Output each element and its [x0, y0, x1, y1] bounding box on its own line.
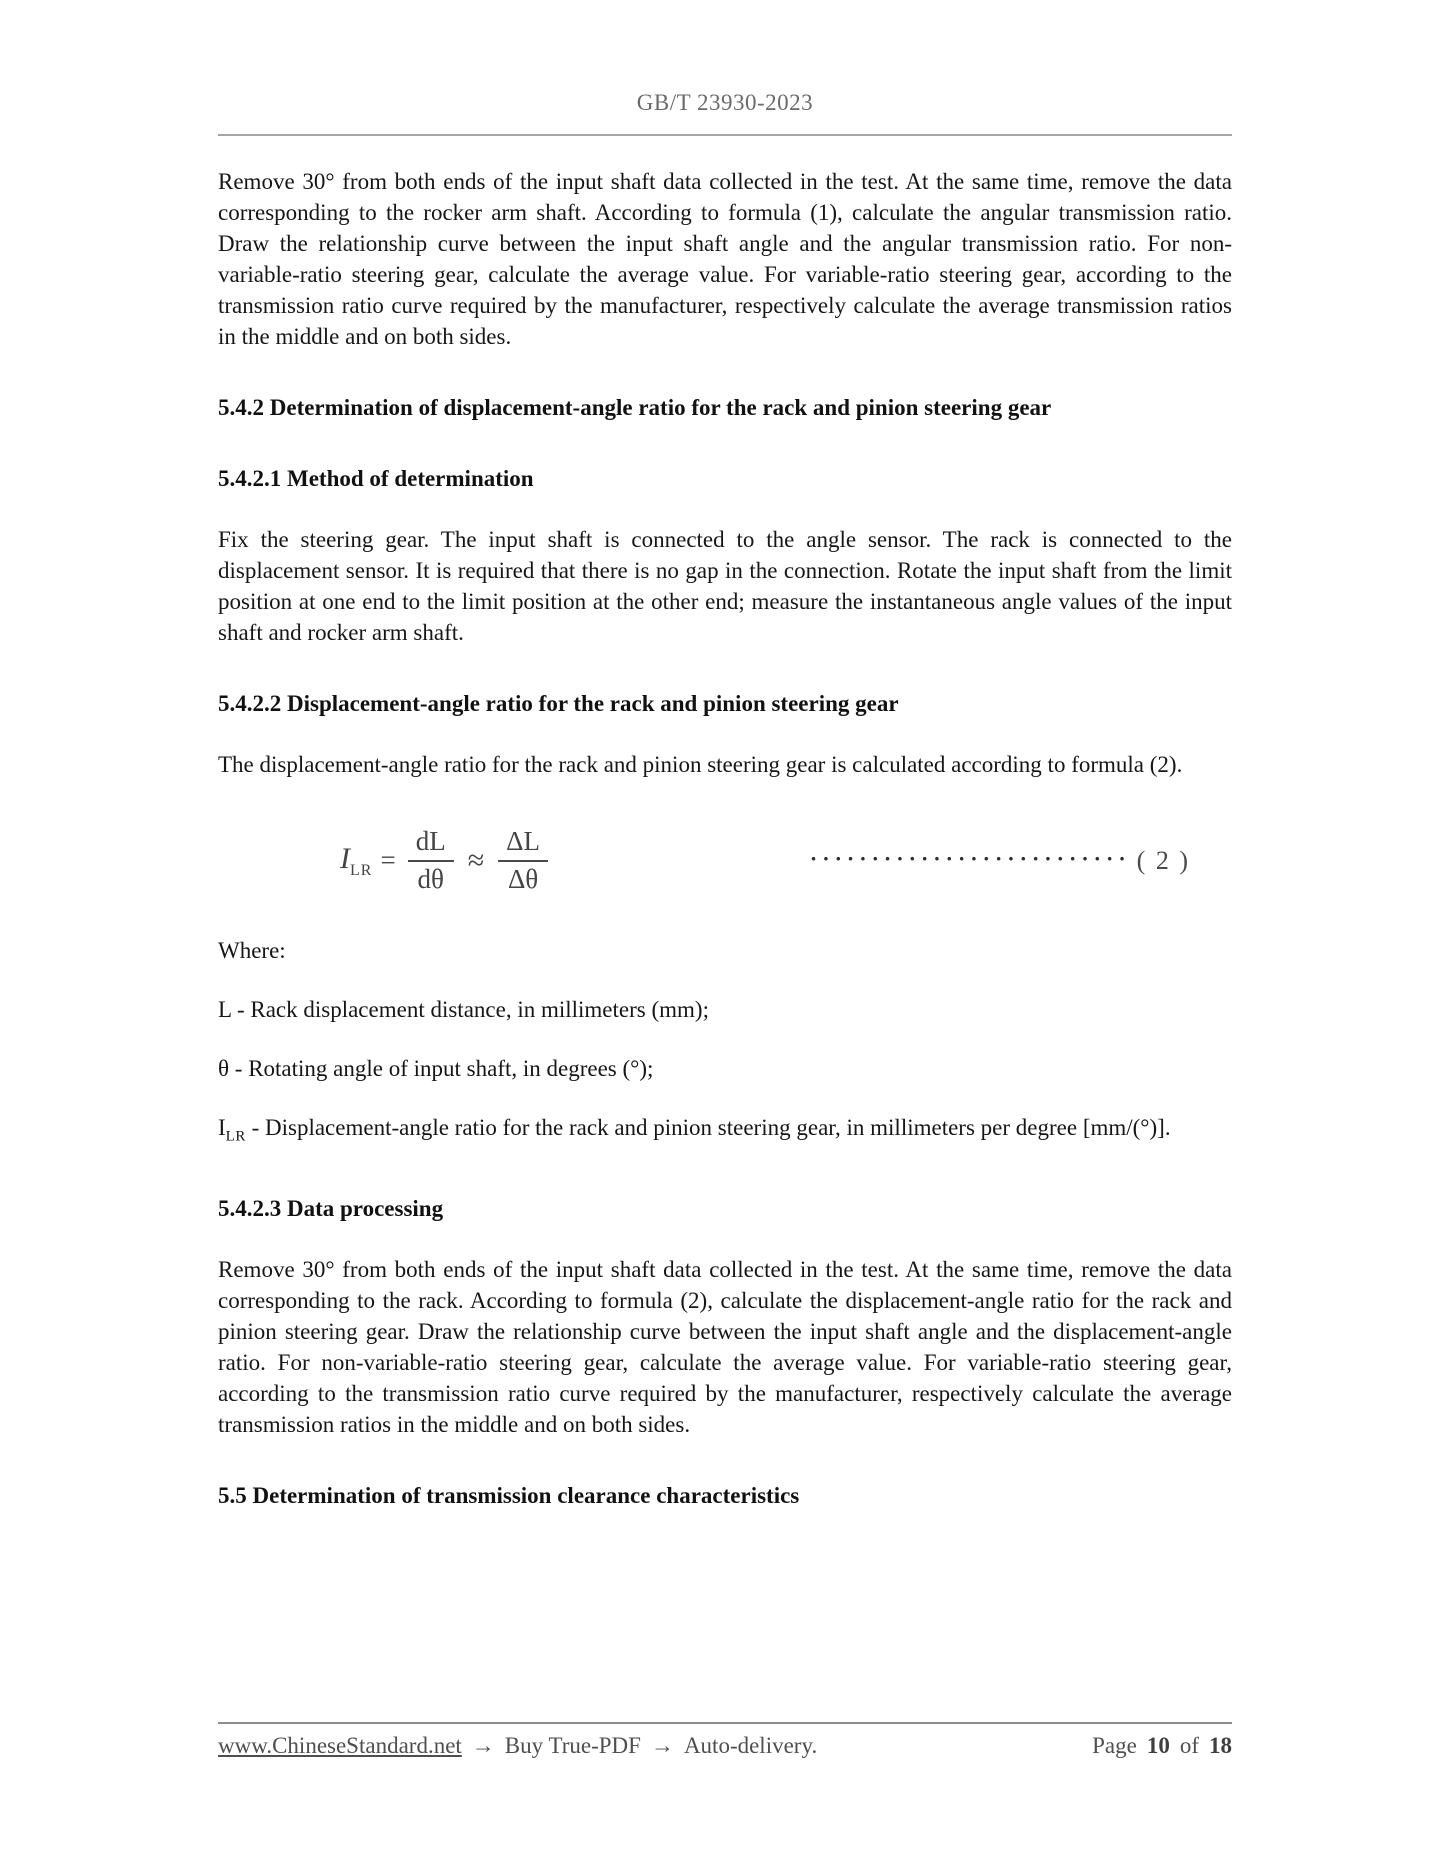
arrow-icon: → — [650, 1733, 674, 1758]
heading-5-4-2-3: 5.4.2.3 Data processing — [218, 1195, 444, 1221]
formula-expression — [340, 826, 548, 895]
page-footer — [218, 1722, 1232, 1759]
of-word: of — [1179, 1733, 1199, 1758]
paragraph-ratio-calculated: The displacement-angle ratio for the rack and pinion steering gear is calculated according to formula (2). — [218, 752, 1183, 777]
fraction-deltaL-deltatheta: $\frac{\Delta L}{\Delta\theta}$ — [498, 826, 548, 895]
equals-sign: = — [380, 845, 396, 876]
leader-dots: ·························· — [809, 845, 1131, 871]
page-total: 18 — [1209, 1733, 1232, 1758]
definition-ILR: $I_{LR}$ - Displacement-angle ratio for the rack and pinion steering gear, in millimeters per degree [mm/(°)]. — [218, 1115, 1171, 1145]
formula-leader — [810, 846, 1190, 876]
arrow-icon: → — [471, 1733, 495, 1758]
heading-5-4-2-2: 5.4.2.2 Displacement-angle ratio for the rack and pinion steering gear — [218, 691, 899, 716]
paragraph-displacement-data-processing: Remove 30° from both ends of the input shaft data collected in the test. At the same time, remove the data corresponding to the rack. According to formula (2), calculate the displacement-angle ratio for the rack and pinion steering gear. Draw the relationship curve between the input shaft angle and the displacement-angle ratio. For non-variable-ratio steering gear, calculate the average value. For variable-ratio steering gear, according to the transmission ratio curve required by the manufacturer, respectively calculate the average transmission ratios in the middle and on both sides. — [218, 1256, 1232, 1437]
footer-line — [218, 1733, 1232, 1759]
footer-page-indicator — [1092, 1733, 1232, 1759]
heading-5-4-2-1: 5.4.2.1 Method of determination — [218, 466, 534, 491]
heading-5-5: 5.5 Determination of transmission clearance characteristics — [218, 1482, 800, 1508]
definition-L: L - Rack displacement distance, in millimeters (mm); — [218, 997, 709, 1023]
header-rule — [218, 134, 1232, 136]
paragraph-method-of-determination: Fix the steering gear. The input shaft is connected to the angle sensor. The rack is connected to the displacement sensor. It is required that there is no gap in the connection. Rotate the input shaft from the limit position at one end to the limit position at the other end; measure the instantaneous angle values of the input shaft and rocker arm shaft. — [218, 527, 1232, 645]
where-label: Where: — [218, 938, 286, 964]
definition-theta: θ - Rotating angle of input shaft, in degrees (°); — [218, 1056, 654, 1082]
page-current: 10 — [1146, 1733, 1170, 1758]
formula-number: ( 2 ) — [1136, 845, 1190, 875]
paragraph-angular-data-processing: Remove 30° from both ends of the input shaft data collected in the test. At the same time, remove the data corresponding to the rocker arm shaft. According to formula (1), calculate the angular transmission ratio. Draw the relationship curve between the input shaft angle and the angular transmission ratio. For non-variable-ratio steering gear, calculate the average value. For variable-ratio steering gear, according to the transmission ratio curve required by the manufacturer, respectively calculate the average transmission ratios in the middle and on both sides. — [218, 169, 1232, 349]
fraction-dL-dtheta: $\frac{dL}{d\theta}$ — [408, 826, 454, 895]
footer-left — [218, 1733, 817, 1759]
page-word: Page — [1092, 1733, 1137, 1758]
footer-delivery-label: Auto-delivery. — [683, 1733, 818, 1758]
footer-rule — [218, 1722, 1232, 1724]
footer-website-link[interactable]: www.ChineseStandard.net — [218, 1733, 462, 1758]
formula-2 — [218, 826, 1232, 895]
approx-sign: ≈ — [467, 843, 485, 877]
formula-lhs: $I_{LR}$ — [340, 841, 373, 879]
doc-number: GB/T 23930-2023 — [636, 90, 814, 115]
footer-buy-label: Buy True-PDF — [504, 1733, 641, 1758]
heading-5-4-2: 5.4.2 Determination of displacement-angle ratio for the rack and pinion steering gear — [218, 395, 1052, 420]
